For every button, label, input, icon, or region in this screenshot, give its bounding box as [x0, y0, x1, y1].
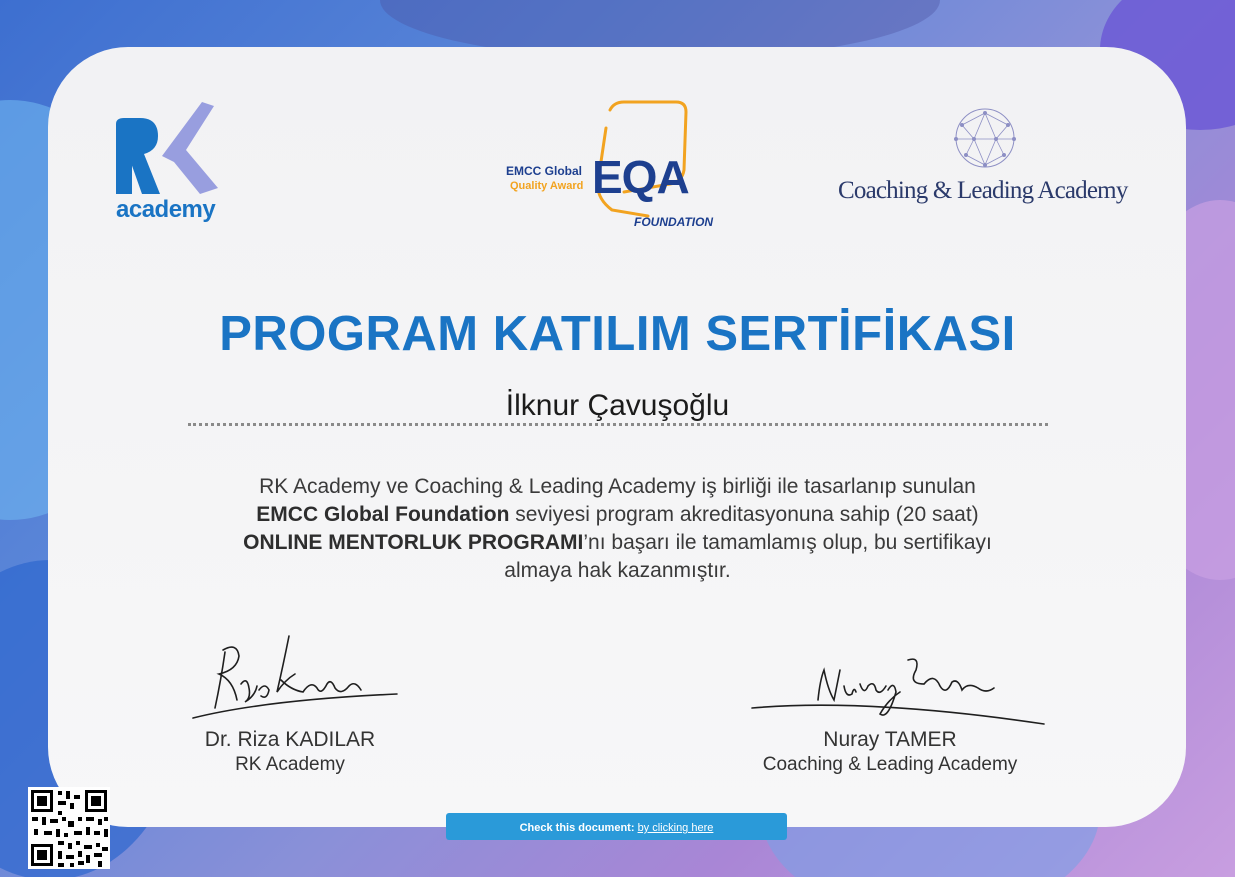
body-line-3 [150, 529, 1085, 557]
eqa-line1: EMCC Global [506, 164, 583, 178]
network-globe-icon [952, 107, 1018, 169]
eqa-line2: Quality Award [510, 180, 584, 192]
verify-link[interactable]: by clicking here [637, 822, 714, 834]
recipient-name: İlknur Çavuşoğlu [505, 389, 730, 422]
certificate-title: PROGRAM KATILIM SERTİFİKASI [219, 307, 1016, 361]
signatory-1-name: Dr. Riza KADILAR [204, 728, 376, 751]
cla-logo [830, 105, 1140, 215]
signature-kadilar [185, 630, 405, 725]
eqa-logo [500, 98, 735, 236]
body-line-2 [150, 501, 1085, 529]
body-line-3-bold: ONLINE MENTORLUK PROGRAMI [243, 531, 584, 554]
verify-label: Check this document: [519, 822, 635, 834]
body-line-3-rest: ’nı başarı ile tamamlamış olup, bu sertifikayı [583, 531, 992, 554]
signatory-2-org: Coaching & Leading Academy [762, 754, 1018, 775]
verify-bar [446, 813, 787, 840]
rk-academy-wordmark: academy [116, 196, 216, 223]
recipient-dotted-line [188, 423, 1048, 426]
signatory-1-org: RK Academy [235, 754, 345, 775]
cla-wordmark: Coaching & Leading Academy [838, 177, 1128, 204]
signatory-2-name: Nuray TAMER [823, 728, 957, 751]
qr-code-icon [28, 787, 110, 869]
qr-code[interactable] [28, 787, 110, 869]
body-line-1: RK Academy ve Coaching & Leading Academy iş birliği ile tasarlanıp sunulan [259, 475, 976, 498]
signature-tamer [748, 650, 1048, 730]
eqa-big: EQA [592, 151, 689, 203]
certificate-body [150, 473, 1085, 585]
body-line-2-bold: EMCC Global Foundation [256, 503, 510, 526]
rk-academy-logo [110, 102, 230, 227]
body-line-4: almaya hak kazanmıştır. [504, 559, 731, 582]
eqa-foundation: FOUNDATION [634, 215, 714, 229]
body-line-2-rest: seviyesi program akreditasyonuna sahip (20 saat) [509, 503, 979, 526]
